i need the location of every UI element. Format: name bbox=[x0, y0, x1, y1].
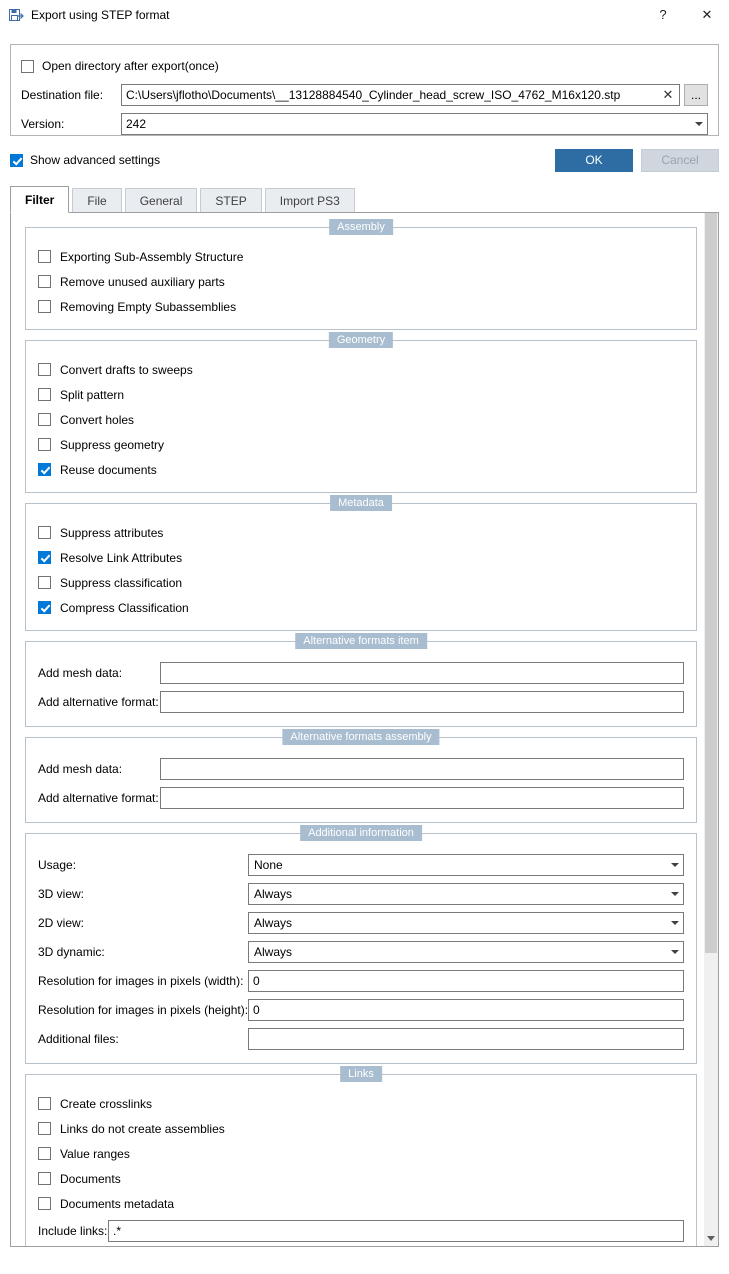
checkbox-row[interactable] bbox=[38, 570, 684, 595]
scroll-down-icon[interactable] bbox=[704, 1231, 718, 1246]
checkbox-label: Convert drafts to sweeps bbox=[60, 362, 193, 377]
version-value: 242 bbox=[126, 117, 147, 131]
checkbox-label: Split pattern bbox=[60, 387, 125, 402]
open-directory-label: Open directory after export(once) bbox=[42, 59, 219, 73]
checkbox-label: Links do not create assemblies bbox=[60, 1121, 225, 1136]
documents-metadata-checkbox[interactable] bbox=[38, 1197, 51, 1210]
resolution-height-label: Resolution for images in pixels (height): bbox=[38, 1002, 249, 1017]
checkbox-row[interactable] bbox=[38, 382, 684, 407]
field-row bbox=[38, 783, 684, 812]
checkbox-row[interactable] bbox=[38, 244, 684, 269]
group-additional-information-title: Additional information bbox=[300, 825, 422, 841]
field-row bbox=[38, 937, 684, 966]
browse-button[interactable]: ... bbox=[684, 84, 708, 106]
checkbox-label: Reuse documents bbox=[60, 462, 157, 477]
checkbox-label: Suppress attributes bbox=[60, 525, 164, 540]
checkbox-row[interactable] bbox=[38, 357, 684, 382]
checkbox-row[interactable] bbox=[38, 294, 684, 319]
add-mesh-data-label: Add mesh data: bbox=[38, 761, 123, 776]
checkbox-row[interactable] bbox=[38, 520, 684, 545]
group-geometry bbox=[25, 334, 697, 493]
checkbox-row[interactable] bbox=[38, 407, 684, 432]
field-row bbox=[38, 879, 684, 908]
checkbox-label: Create crosslinks bbox=[60, 1096, 153, 1111]
export-step-icon bbox=[8, 7, 24, 23]
group-assembly bbox=[25, 221, 697, 330]
create-crosslinks-checkbox[interactable] bbox=[38, 1097, 51, 1110]
checkbox-label: Resolve Link Attributes bbox=[60, 550, 183, 565]
show-advanced-label: Show advanced settings bbox=[30, 153, 161, 167]
export-settings-panel bbox=[10, 44, 719, 136]
checkbox-label: Value ranges bbox=[60, 1146, 130, 1161]
group-alternative-formats-assembly bbox=[25, 731, 697, 823]
dynamic-3d-value: Always bbox=[254, 944, 293, 959]
checkbox-label: Documents metadata bbox=[60, 1196, 175, 1211]
usage-label: Usage: bbox=[38, 857, 77, 872]
dynamic-3d-label: 3D dynamic: bbox=[38, 944, 105, 959]
checkbox-label: Documents bbox=[60, 1171, 121, 1186]
destination-input[interactable] bbox=[121, 84, 680, 106]
add-alternative-format-label: Add alternative format: bbox=[38, 790, 159, 805]
split-pattern-checkbox[interactable] bbox=[38, 388, 51, 401]
convert-holes-checkbox[interactable] bbox=[38, 413, 51, 426]
tab-strip bbox=[10, 186, 719, 213]
help-button[interactable]: ? bbox=[659, 7, 667, 22]
title-bar bbox=[0, 0, 729, 30]
exporting-sub-assembly-structure-checkbox[interactable] bbox=[38, 250, 51, 263]
dynamic-3d-combo[interactable] bbox=[248, 941, 684, 963]
version-label: Version: bbox=[21, 117, 65, 131]
view-2d-combo[interactable] bbox=[248, 912, 684, 934]
add-mesh-data-input-assembly[interactable] bbox=[160, 758, 684, 780]
tab-step[interactable]: STEP bbox=[200, 188, 261, 212]
group-links bbox=[25, 1068, 697, 1246]
checkbox-row[interactable] bbox=[38, 545, 684, 570]
add-alternative-format-input-assembly[interactable] bbox=[160, 787, 684, 809]
close-button[interactable]: ✕ bbox=[701, 6, 713, 22]
suppress-attributes-checkbox[interactable] bbox=[38, 526, 51, 539]
view-3d-value: Always bbox=[254, 886, 293, 901]
checkbox-row[interactable] bbox=[38, 1141, 684, 1166]
tab-file[interactable]: File bbox=[72, 188, 121, 212]
field-row bbox=[38, 966, 684, 995]
chevron-down-icon[interactable] bbox=[666, 921, 683, 925]
checkbox-row[interactable] bbox=[38, 269, 684, 294]
include-links-label: Include links: bbox=[38, 1223, 108, 1238]
field-row bbox=[38, 995, 684, 1024]
add-mesh-data-label: Add mesh data: bbox=[38, 665, 123, 680]
convert-drafts-to-sweeps-checkbox[interactable] bbox=[38, 363, 51, 376]
group-links-title: Links bbox=[340, 1066, 382, 1082]
checkbox-row[interactable] bbox=[38, 1166, 684, 1191]
field-row bbox=[38, 687, 684, 716]
removing-empty-subassemblies-checkbox[interactable] bbox=[38, 300, 51, 313]
add-alternative-format-label: Add alternative format: bbox=[38, 694, 159, 709]
chevron-down-icon[interactable] bbox=[666, 863, 683, 867]
destination-label: Destination file: bbox=[21, 88, 104, 102]
advanced-settings-bar bbox=[10, 148, 719, 172]
field-row bbox=[38, 754, 684, 783]
view-3d-combo[interactable] bbox=[248, 883, 684, 905]
clear-x-icon[interactable]: ✕ bbox=[662, 87, 674, 102]
additional-files-input[interactable] bbox=[248, 1028, 684, 1050]
checkbox-row[interactable] bbox=[38, 457, 684, 482]
chevron-down-icon[interactable] bbox=[666, 892, 683, 896]
content-scrollbar[interactable] bbox=[703, 213, 718, 1246]
group-alternative-formats-assembly-title: Alternative formats assembly bbox=[282, 729, 439, 745]
resolution-width-input[interactable]: 0 bbox=[248, 970, 684, 992]
open-directory-checkbox[interactable] bbox=[21, 60, 34, 73]
remove-unused-auxiliary-parts-checkbox[interactable] bbox=[38, 275, 51, 288]
tab-import-ps3[interactable]: Import PS3 bbox=[265, 188, 355, 212]
filter-content bbox=[11, 213, 703, 1246]
suppress-geometry-checkbox[interactable] bbox=[38, 438, 51, 451]
suppress-classification-checkbox[interactable] bbox=[38, 576, 51, 589]
field-row bbox=[38, 1024, 684, 1053]
add-alternative-format-input-item[interactable] bbox=[160, 691, 684, 713]
checkbox-label: Suppress classification bbox=[60, 575, 183, 590]
resolution-height-input[interactable]: 0 bbox=[248, 999, 684, 1021]
destination-value: C:\Users\jflotho\Documents\__13128884540_Cylinder_head_screw_ISO_4762_M16x120.stp bbox=[126, 88, 621, 102]
value-ranges-checkbox[interactable] bbox=[38, 1147, 51, 1160]
usage-value: None bbox=[254, 857, 283, 872]
checkbox-row[interactable] bbox=[38, 1191, 684, 1216]
links-do-not-create-assemblies-checkbox[interactable] bbox=[38, 1122, 51, 1135]
tab-filter[interactable]: Filter bbox=[10, 186, 69, 213]
checkbox-row[interactable] bbox=[38, 1091, 684, 1116]
add-mesh-data-input-item[interactable] bbox=[160, 662, 684, 684]
version-combo[interactable] bbox=[121, 113, 708, 135]
open-directory-row bbox=[21, 55, 708, 77]
compress-classification-checkbox[interactable] bbox=[38, 601, 51, 614]
ok-button[interactable]: OK bbox=[555, 149, 633, 172]
usage-combo[interactable] bbox=[248, 854, 684, 876]
group-additional-information bbox=[25, 827, 697, 1064]
group-geometry-title: Geometry bbox=[329, 332, 393, 348]
field-row bbox=[38, 908, 684, 937]
include-links-input[interactable]: .* bbox=[108, 1220, 684, 1242]
field-row bbox=[38, 850, 684, 879]
checkbox-label: Removing Empty Subassemblies bbox=[60, 299, 237, 314]
cancel-button[interactable]: Cancel bbox=[641, 149, 719, 172]
documents-checkbox[interactable] bbox=[38, 1172, 51, 1185]
tab-general[interactable]: General bbox=[125, 188, 198, 212]
checkbox-row[interactable] bbox=[38, 1116, 684, 1141]
chevron-down-icon[interactable] bbox=[666, 950, 683, 954]
view-3d-label: 3D view: bbox=[38, 886, 85, 901]
destination-row bbox=[21, 84, 708, 106]
checkbox-label: Convert holes bbox=[60, 412, 135, 427]
field-row bbox=[38, 1216, 684, 1245]
view-2d-label: 2D view: bbox=[38, 915, 85, 930]
field-row bbox=[38, 658, 684, 687]
view-2d-value: Always bbox=[254, 915, 293, 930]
checkbox-label: Compress Classification bbox=[60, 600, 189, 615]
group-assembly-title: Assembly bbox=[329, 219, 393, 235]
checkbox-row[interactable] bbox=[38, 432, 684, 457]
show-advanced-checkbox[interactable] bbox=[10, 154, 23, 167]
group-metadata-title: Metadata bbox=[330, 495, 392, 511]
filter-tab-panel bbox=[10, 213, 719, 1247]
window-title: Export using STEP format bbox=[31, 7, 170, 22]
group-metadata bbox=[25, 497, 697, 631]
chevron-down-icon[interactable] bbox=[690, 114, 707, 134]
checkbox-label: Exporting Sub-Assembly Structure bbox=[60, 249, 244, 264]
reuse-documents-checkbox[interactable] bbox=[38, 463, 51, 476]
checkbox-label: Suppress geometry bbox=[60, 437, 165, 452]
resolution-width-label: Resolution for images in pixels (width): bbox=[38, 973, 244, 988]
group-alternative-formats-item bbox=[25, 635, 697, 727]
group-alternative-formats-item-title: Alternative formats item bbox=[295, 633, 427, 649]
version-row bbox=[21, 113, 708, 135]
checkbox-label: Remove unused auxiliary parts bbox=[60, 274, 225, 289]
checkbox-row[interactable] bbox=[38, 595, 684, 620]
additional-files-label: Additional files: bbox=[38, 1031, 119, 1046]
scrollbar-thumb[interactable] bbox=[705, 213, 717, 953]
resolve-link-attributes-checkbox[interactable] bbox=[38, 551, 51, 564]
